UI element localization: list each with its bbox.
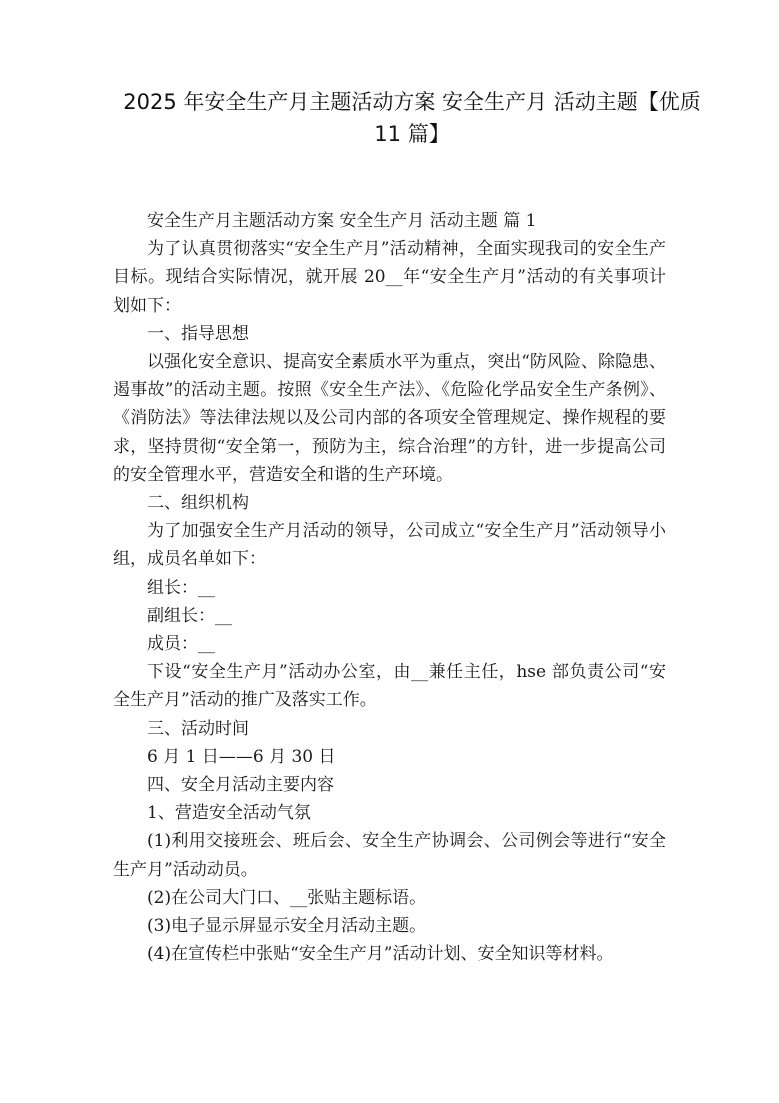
- intro-paragraph: 为了认真贯彻落实“安全生产月”活动精神，全面实现我司的安全生产目标。现结合实际情况，就开展 20__年“安全生产月”活动的有关事项计划如下：: [113, 239, 666, 316]
- list-item-3: (3)电子显示屏显示安全月活动主题。: [147, 916, 427, 937]
- members-line: 成员：__: [147, 634, 215, 655]
- section-heading-article-1: 安全生产月主题活动方案 安全生产月 活动主题 篇 1: [147, 211, 537, 231]
- heading-guiding-ideology: 一、指导思想: [147, 323, 249, 344]
- heading-activity-time: 三、活动时间: [147, 718, 249, 739]
- list-item-2: (2)在公司大门口、__张贴主题标语。: [147, 887, 427, 908]
- guiding-ideology-paragraph: 以强化安全意识、提高安全素质水平为重点，突出“防风险、除隐患、遏事故”的活动主题。按照《安全生产法》、《危险化学品安全生产条例》、《消防法》等法律法规以及公司内部的各项安全管理规定、操作规程的要求，坚持贯彻“安全第一，预防为主，综合治理”的方针，进一步提高公司的安全管理水平，营造安全和谐的生产环境。: [113, 352, 666, 485]
- office-paragraph: 下设“安全生产月”活动办公室，由__兼任主任，hse 部负责公司“安全生产月”活动的推广及落实工作。: [113, 662, 666, 711]
- document-body: [113, 207, 666, 968]
- deputy-leader-line: 副组长：__: [147, 605, 232, 626]
- list-item-4: (4)在宣传栏中张贴“安全生产月”活动计划、安全知识等材料。: [147, 944, 614, 965]
- activity-time-line: 6 月 1 日——6 月 30 日: [147, 746, 336, 767]
- list-item-1: (1)利用交接班会、班后会、安全生产协调会、公司例会等进行“安全生产月”活动动员。: [113, 831, 666, 880]
- subheading-atmosphere: 1、营造安全活动气氛: [147, 803, 311, 824]
- organization-paragraph: 为了加强安全生产月活动的领导，公司成立“安全生产月”活动领导小组，成员名单如下：: [113, 521, 666, 570]
- team-leader-line: 组长：__: [147, 577, 215, 598]
- heading-main-content: 四、安全月活动主要内容: [147, 775, 334, 796]
- heading-organization: 二、组织机构: [147, 493, 249, 514]
- document-title: 2025 年安全生产月主题活动方案 安全生产月 活动主题【优质 11 篇】: [123, 90, 701, 146]
